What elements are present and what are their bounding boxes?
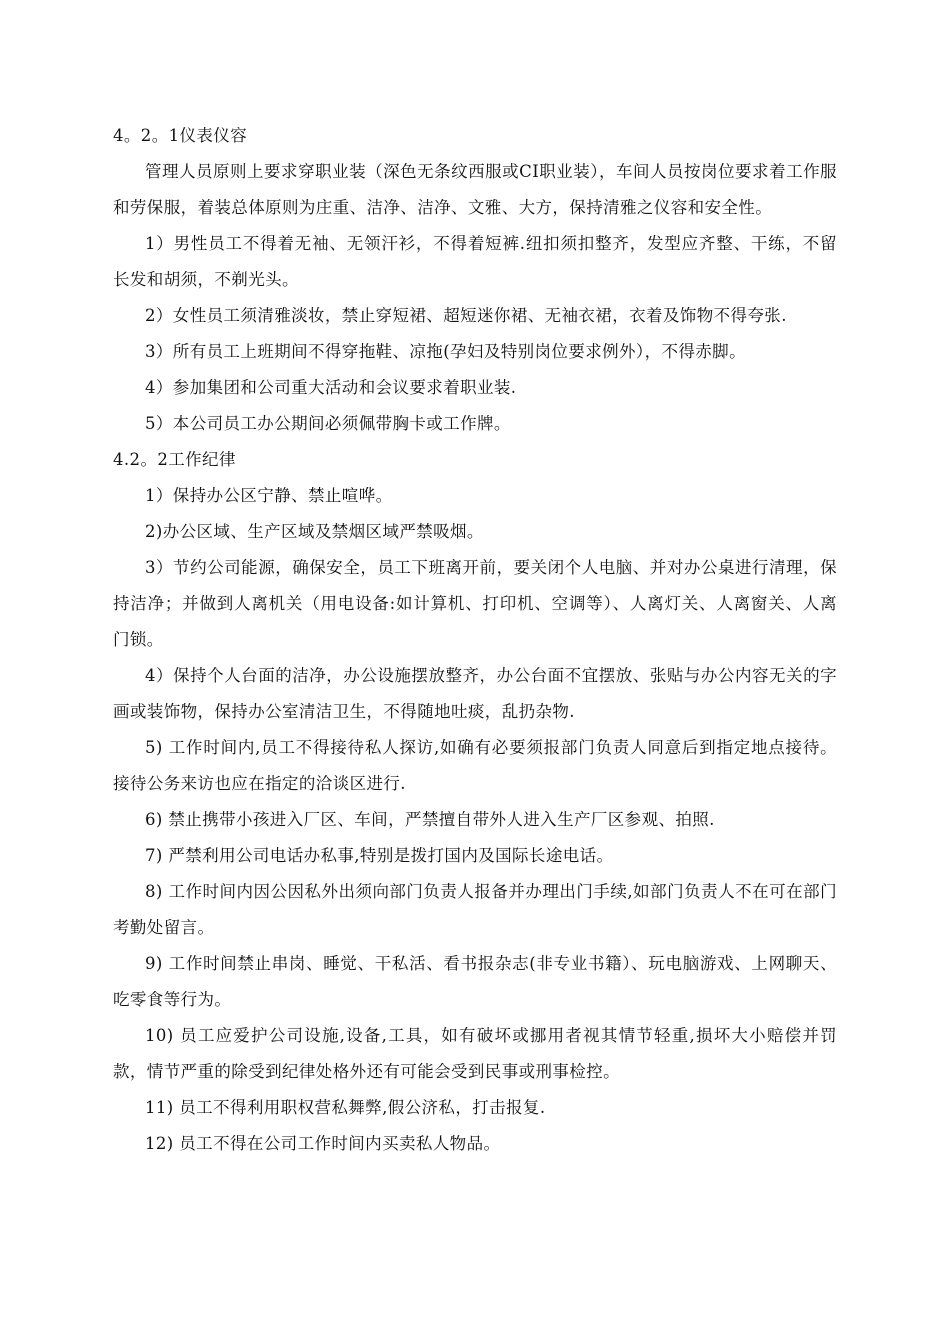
paragraph-no-smoking: 2)办公区域、生产区域及禁烟区域严禁吸烟。 [145,522,484,541]
section-heading-discipline: 4.2。2工作纪律 [113,450,236,469]
paragraph-abuse-of-power: 11) 员工不得利用职权营私舞弊,假公济私，打击报复. [145,1098,546,1117]
paragraph-protect-property: 10) 员工应爱护公司设施,设备,工具，如有破坏或挪用者视其情节轻重,损坏大小赔偿并罚款，情节严重的除受到纪律处格外还有可能会受到民事或刑事检控。 [113,1026,837,1081]
paragraph-quiet: 1）保持办公区宁静、禁止喧哗。 [145,486,393,505]
paragraph-phone-use: 7) 严禁利用公司电话办私事,特别是拨打国内及国际长途电话。 [145,846,614,865]
paragraph-prohibited-behavior: 9) 工作时间禁止串岗、睡觉、干私活、看书报杂志(非专业书籍）、玩电脑游戏、上网聊天、吃零食等行为。 [113,954,837,1009]
paragraph-going-out: 8) 工作时间内因公因私外出须向部门负责人报备并办理出门手续,如部门负责人不在可在部门考勤处留言。 [113,882,837,937]
paragraph-footwear: 3）所有员工上班期间不得穿拖鞋、凉拖(孕妇及特别岗位要求例外），不得赤脚。 [145,342,746,361]
paragraph-children: 6) 禁止携带小孩进入厂区、车间，严禁擅自带外人进入生产厂区参观、拍照. [145,810,715,829]
paragraph-formal-events: 4）参加集团和公司重大活动和会议要求着职业装. [145,378,517,397]
document-page [113,118,837,1162]
paragraph-female-staff: 2）女性员工须清雅淡妆，禁止穿短裙、超短迷你裙、无袖衣裙，衣着及饰物不得夸张. [145,306,787,325]
section-heading-appearance: 4。2。1仪表仪容 [113,126,248,145]
paragraph-private-trading: 12) 员工不得在公司工作时间内买卖私人物品。 [145,1134,501,1153]
paragraph-desk-tidy: 4）保持个人台面的洁净，办公设施摆放整齐，办公台面不宜摆放、张贴与办公内容无关的字画或装饰物，保持办公室清洁卫生，不得随地吐痰，乱扔杂物. [113,666,837,721]
paragraph-visitors: 5) 工作时间内,员工不得接待私人探访,如确有必要须报部门负责人同意后到指定地点接待。接待公务来访也应在指定的洽谈区进行. [113,738,837,793]
paragraph-dress-principle: 管理人员原则上要求穿职业装（深色无条纹西服或CI职业装），车间人员按岗位要求着工作服和劳保服，着装总体原则为庄重、洁净、洁净、文雅、大方，保持清雅之仪容和安全性。 [113,162,837,217]
paragraph-badge: 5）本公司员工办公期间必须佩带胸卡或工作牌。 [145,414,511,433]
paragraph-energy-saving: 3）节约公司能源，确保安全，员工下班离开前，要关闭个人电脑、并对办公桌进行清理，保持洁净；并做到人离机关（用电设备:如计算机、打印机、空调等）、人离灯关、人离窗关、人离门锁。 [113,558,837,649]
paragraph-male-staff: 1）男性员工不得着无袖、无领汗衫，不得着短裤.纽扣须扣整齐，发型应齐整、干练，不留长发和胡须，不剃光头。 [113,234,837,289]
